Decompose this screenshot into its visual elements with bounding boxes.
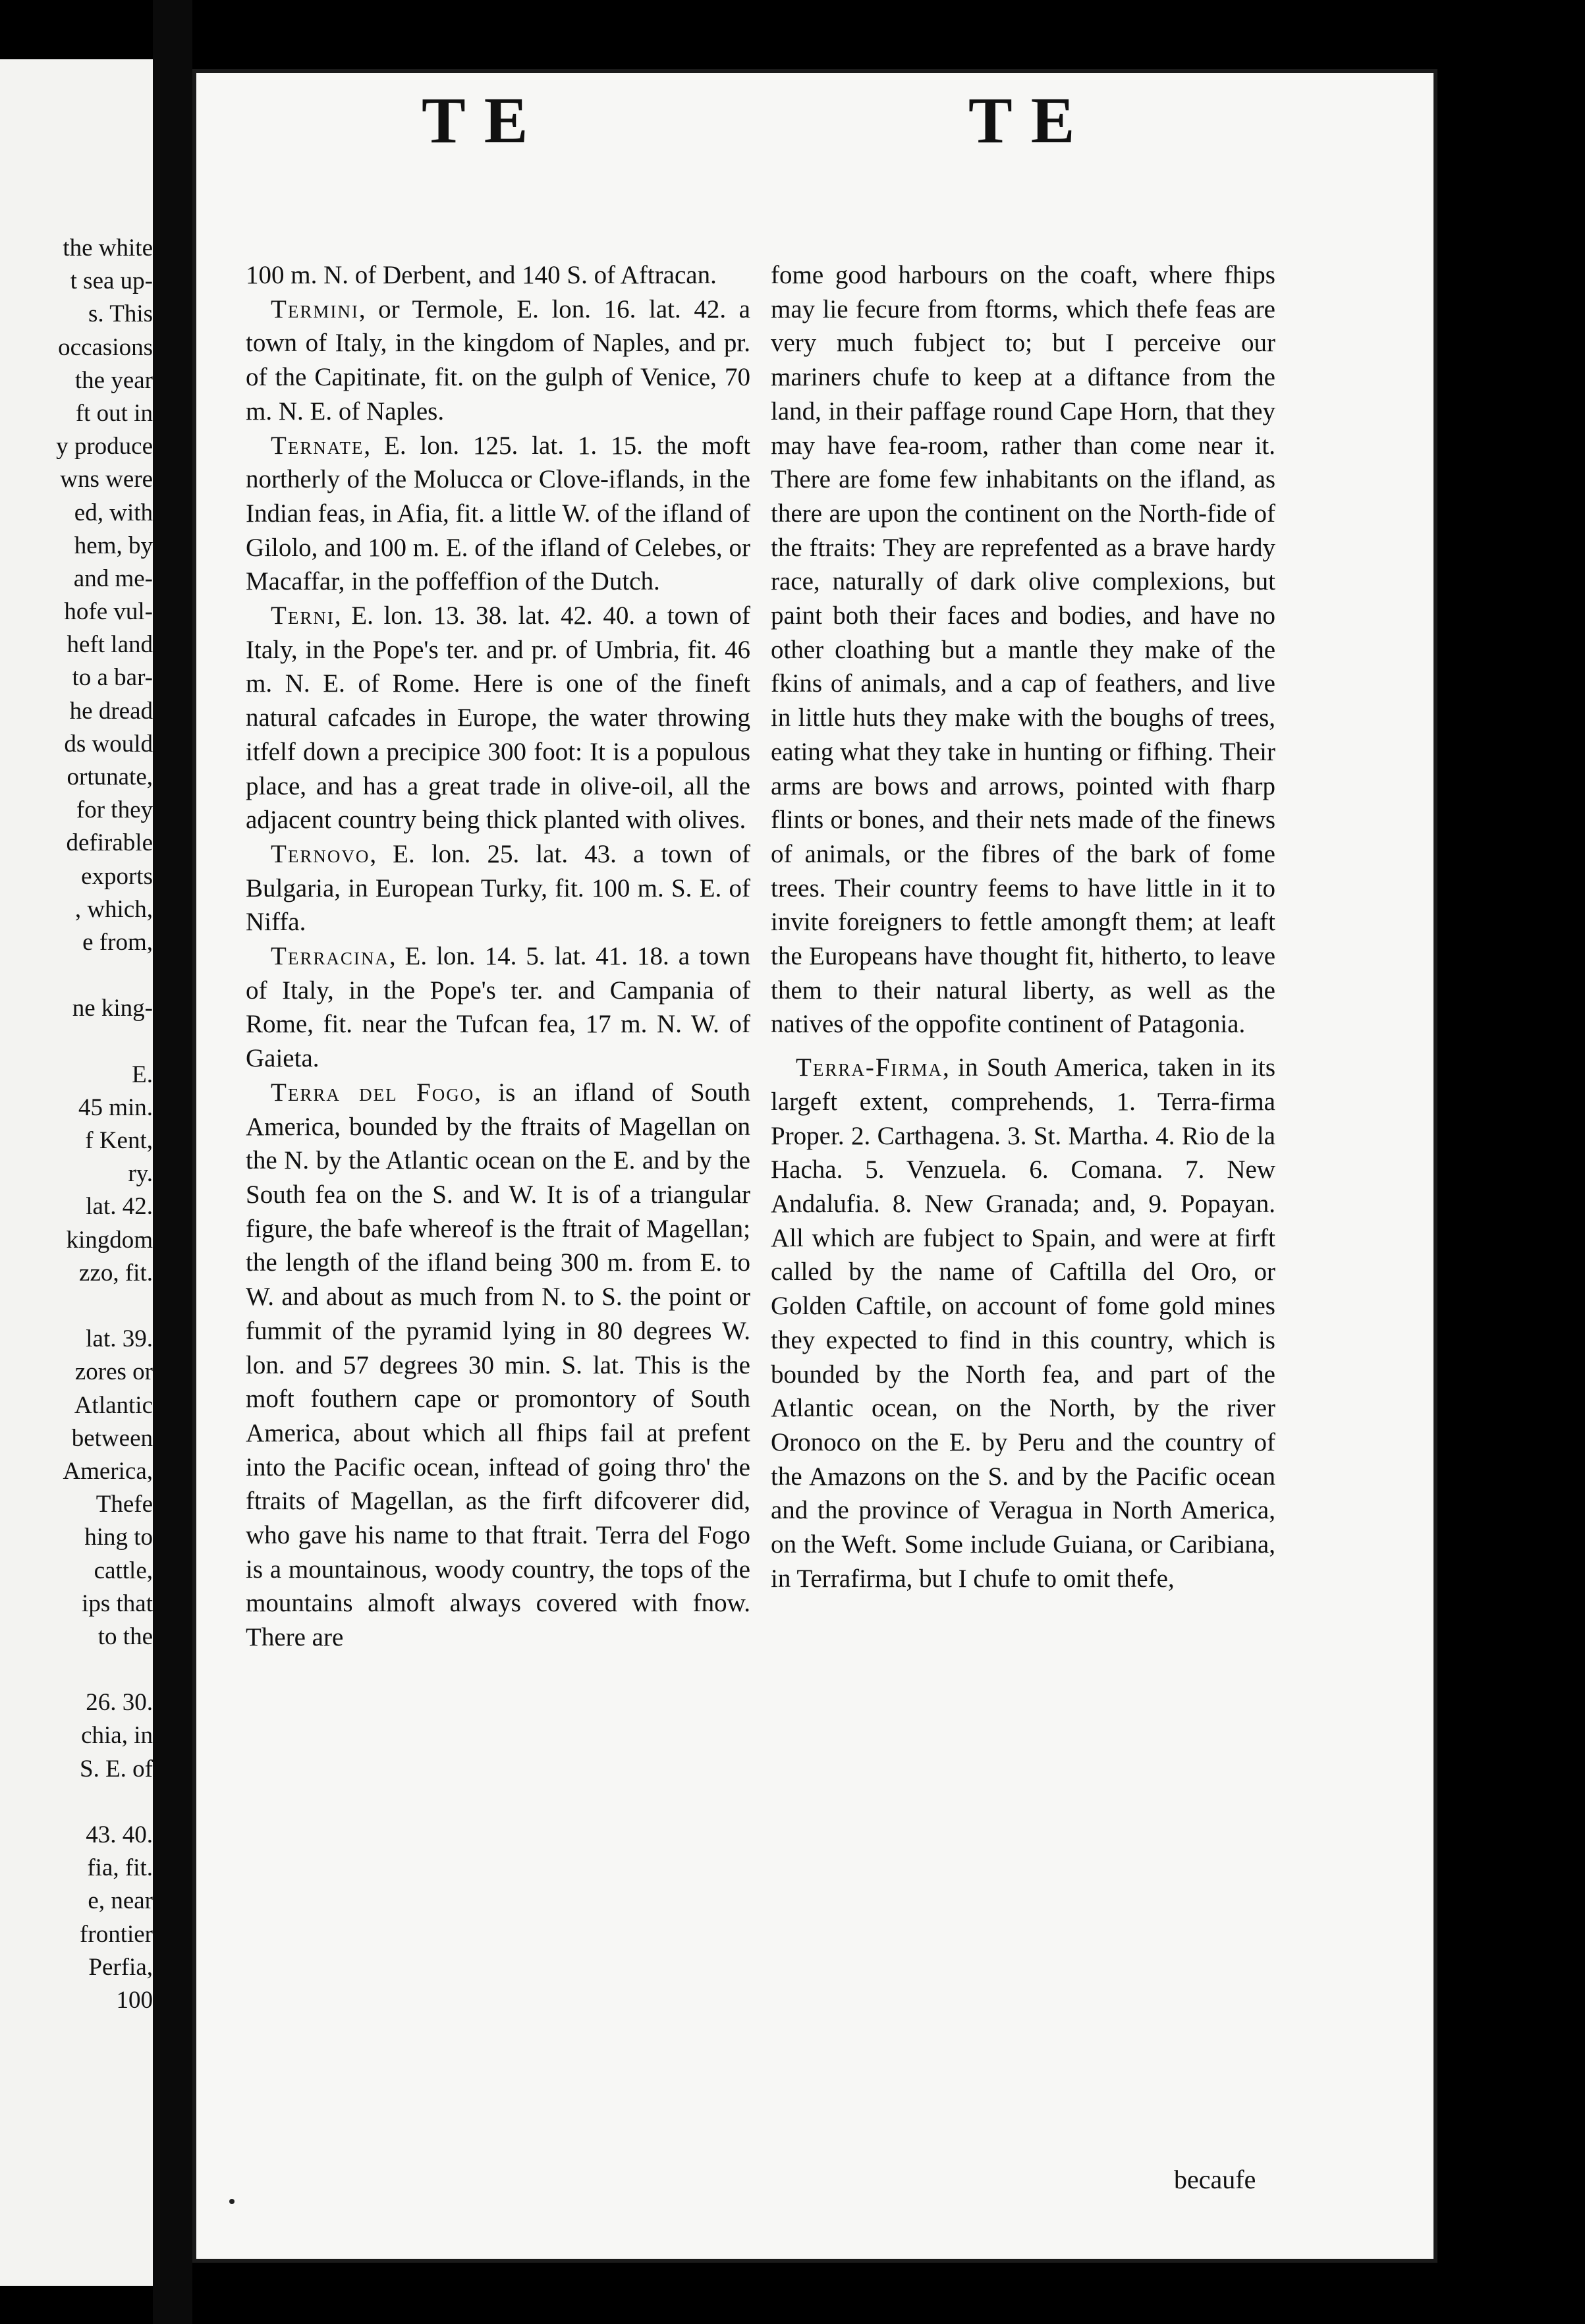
running-head-right: TE xyxy=(968,84,1094,157)
facing-page-line: 45 min. xyxy=(78,1093,153,1121)
book-gutter xyxy=(153,0,192,2324)
facing-page-line: occasions xyxy=(58,333,153,361)
facing-page-line: , which, xyxy=(74,895,153,923)
entry-ternate xyxy=(246,429,750,599)
facing-page-line: ry. xyxy=(128,1160,153,1188)
facing-page-line: zores or xyxy=(74,1358,153,1386)
facing-page-line: the year xyxy=(74,366,153,394)
facing-page-line: ft out in xyxy=(75,399,153,427)
entry-ternovo xyxy=(246,837,750,939)
facing-page-line: 100 xyxy=(116,1986,153,2014)
facing-page-fragment xyxy=(0,59,153,2286)
facing-page-line: hofe vul- xyxy=(64,598,153,626)
right-column xyxy=(771,258,1275,1595)
facing-page-line xyxy=(0,1653,153,1686)
facing-page-line: 43. 40. xyxy=(86,1821,153,1848)
facing-page-line: f Kent, xyxy=(85,1127,153,1155)
facing-page-line: Perfia, xyxy=(88,1953,153,1981)
facing-page-line: cattle, xyxy=(94,1557,153,1584)
facing-page-line: to a bar- xyxy=(72,664,153,692)
entry-headword: Terra del Fogo xyxy=(271,1078,475,1107)
entry-terni xyxy=(246,599,750,837)
facing-page-line: t sea up- xyxy=(70,267,153,295)
facing-page-line: S. E. of xyxy=(80,1755,153,1783)
facing-page-line: kingdom xyxy=(66,1226,153,1254)
entry-terracina xyxy=(246,939,750,1076)
entry-headword: Ternate xyxy=(271,431,364,460)
left-column xyxy=(246,258,750,1655)
facing-page-line: ne king- xyxy=(72,995,153,1022)
entry-text: , E. lon. 125. lat. 1. 15. the moft northerly of the Molucca or Clove-iflands, in the Indian feas, in Afia, fit. a little W. of the ifland of Gilolo, and 100 m. E. of the ifland of Celebes, or Macaffar, in the poffeffion of the Dutch. xyxy=(246,431,750,596)
entry-headword: Termini xyxy=(271,294,359,323)
facing-page-line: lat. 39. xyxy=(86,1325,153,1353)
facing-page-line: e, near xyxy=(88,1887,153,1915)
catchword: becaufe xyxy=(1174,2165,1256,2194)
facing-page-line xyxy=(0,959,153,992)
facing-page-line: between xyxy=(71,1424,153,1452)
facing-page-line: lat. 42. xyxy=(86,1193,153,1221)
facing-page-line: to the xyxy=(97,1622,153,1650)
facing-page-line: Atlantic xyxy=(74,1391,153,1419)
facing-page-line: e from, xyxy=(82,928,153,956)
scan-background xyxy=(1437,0,1585,2324)
paragraph: 100 m. N. of Derbent, and 140 S. of Aftracan. xyxy=(246,261,717,289)
running-head-left: TE xyxy=(422,84,547,157)
paragraph: fome good harbours on the coaft, where fhips may lie fecure from ftorms, which thefe feas are very much fubject to; but I perceive our mariners chufe to keep at a diftance from the land, in their paffage round Cape Horn, that they may have fea-room, rather than come near it. There are fome few inhabitants on the ifland, as there are upon the continent on the North-fide of the ftraits: They are reprefented as a brave hardy race, naturally of dark olive complexions, but paint both their faces and bodies, and have no other cloathing but a mantle they make of the fkins of animals, and a cap of feathers, and live in little huts they make with the boughs of trees, eating what they take in hunting or fifhing. Their arms are bows and arrows, pointed with fharp flints or bones, and their nets made of the finews of animals, or the fibres of the bark of fome trees. Their country feems to have little in it to invite foreigners to fettle amongft them; at leaft the Europeans have thought fit, hitherto, to leave them to their natural liberty, as well as the natives of the oppofite continent of Patagonia. xyxy=(771,261,1275,1039)
facing-page-line: hing to xyxy=(84,1524,153,1551)
entry-text: , or Termole, E. lon. 16. lat. 42. a town of Italy, in the kingdom of Naples, and pr. of the Capitinate, fit. on the gulph of Venice, 70 m. N. E. of Naples. xyxy=(246,294,750,426)
entry-text: , E. lon. 14. 5. lat. 41. 18. a town of Italy, in the Pope's ter. and Campania of Rome, fit. near the Tufcan fea, 17 m. N. W. of Gaieta. xyxy=(246,942,750,1073)
entry-headword: Ternovo xyxy=(271,839,370,868)
facing-page-text xyxy=(0,232,153,2017)
facing-page-line: ed, with xyxy=(74,499,153,526)
entry-text: , E. lon. 13. 38. lat. 42. 40. a town of Italy, in the Pope's ter. and pr. of Umbria, fit. 46 m. N. E. of Rome. Here is one of the fineft natural cafcades in Europe, the water throwing itfelf down a precipice 300 foot: It is a populous place, and has a great trade in olive-oil, all the adjacent country being thick planted with olives. xyxy=(246,601,750,835)
facing-page-line: s. This xyxy=(88,300,153,328)
facing-page-line: fia, fit. xyxy=(87,1854,153,1882)
entry-headword: Terracina xyxy=(271,942,389,971)
facing-page-line: he dread xyxy=(69,697,153,725)
entry-terra-firma xyxy=(771,1051,1275,1595)
facing-page-line: defirable xyxy=(66,829,153,857)
facing-page-line xyxy=(0,1290,153,1323)
entry-terra-del-fogo xyxy=(246,1076,750,1655)
facing-page-line: Thefe xyxy=(96,1491,153,1518)
entry-text: , is an ifland of South America, bounded by the ftraits of Magellan on the N. by the Atlantic ocean on the E. and by the South fea on the S. and W. It is of a triangular figure, the bafe whereof is the ftrait of Magellan; the length of the ifland being 300 m. from E. to W. and about as much from N. to S. the point or fummit of the pyramid lying in 80 degrees W. lon. and 57 degrees 30 min. S. lat. This is the moft fouthern cape or promontory of South America, about which all fhips fail at prefent into the Pacific ocean, inftead of going thro' the ftraits of Magellan, as the firft difcoverer did, who gave his name to that ftrait. Terra del Fogo is a mountainous, woody country, the tops of the mountains almoft always covered with fnow. There are xyxy=(246,1078,750,1652)
facing-page-line: exports xyxy=(81,862,153,890)
facing-page-line: heft land xyxy=(67,631,153,659)
facing-page-line: and me- xyxy=(73,565,153,592)
facing-page-line: E. xyxy=(132,1061,153,1088)
facing-page-line: ds would xyxy=(64,730,153,758)
facing-page-line: hem, by xyxy=(74,532,153,559)
entry-termini xyxy=(246,292,750,429)
facing-page-line: y produce xyxy=(56,433,153,460)
ink-mark xyxy=(229,2199,235,2204)
entry-headword: Terra-Firma xyxy=(796,1053,943,1082)
facing-page-line: ips that xyxy=(82,1590,153,1617)
facing-page-line: the white xyxy=(63,235,153,262)
entry-headword: Terni xyxy=(271,601,335,630)
facing-page-line xyxy=(0,1786,153,1819)
entry-text: , in South America, taken in its largeft extent, comprehends, 1. Terra-firma Proper. 2. Carthagena. 3. St. Martha. 4. Rio de la Hacha. 5. Venzuela. 6. Comana. 7. New Andalufia. 8. New Granada; and, 9. Popayan. All which are fubject to Spain, and were at firft called by the name of Caftilla del Oro, or Golden Caftile, on account of fome gold mines they expected to find in this country, which is bounded by the North fea, and part of the Atlantic ocean, on the North, by the river Oronoco on the E. by Peru and the country of the Amazons on the S. and by the Pacific ocean and the province of Veragua in North America, on the Weft. Some include Guiana, or Caribiana, in Terrafirma, but I chufe to omit thefe, xyxy=(771,1053,1275,1593)
facing-page-line: America, xyxy=(63,1457,153,1485)
facing-page-line: chia, in xyxy=(81,1722,153,1750)
facing-page-line: 26. 30. xyxy=(86,1689,153,1717)
facing-page-line: wns were xyxy=(60,466,153,493)
facing-page-line: frontier xyxy=(80,1920,153,1948)
facing-page-line: ortunate, xyxy=(67,763,153,790)
facing-page-line: zzo, fit. xyxy=(79,1259,153,1286)
facing-page-line xyxy=(0,1026,153,1059)
facing-page-line: for they xyxy=(76,796,153,824)
entry-text: , E. lon. 25. lat. 43. a town of Bulgaria, in European Turky, fit. 100 m. S. E. of Niffa. xyxy=(246,839,750,937)
